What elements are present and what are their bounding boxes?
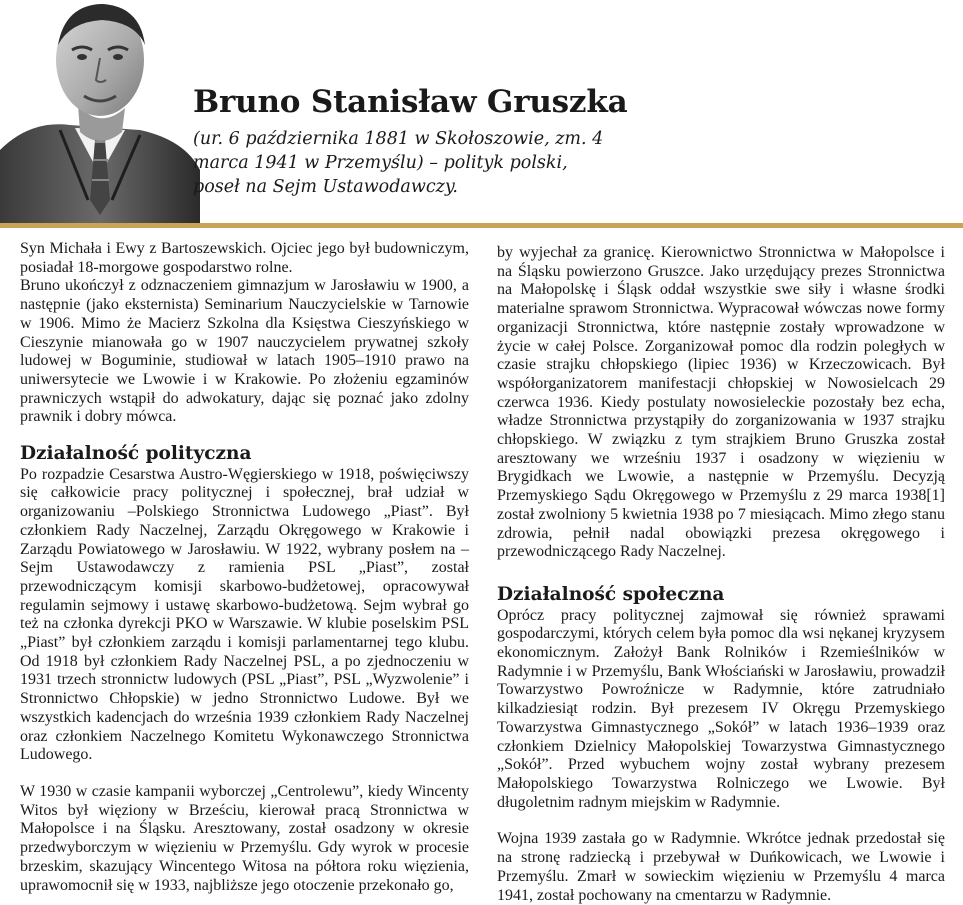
page-header [0,0,963,228]
bio-paragraph-family: Syn Michała i Ewy z Bartoszewskich. Ojciec jego był budowniczym, posiadał 18-morgowe gospodarstwo rolne. [20,240,469,276]
header-divider [0,223,963,228]
portrait-photo [0,0,200,225]
left-column [20,240,469,895]
right-column [497,244,945,905]
section-heading-social: Działalność społeczna [497,583,725,605]
political-paragraph-1: Po rozpadzie Cesarstwa Austro-Węgierskiego w 1918, poświęciwszy się całkowicie pracy politycznej i społecznej, brał udział w organizowaniu –Polskiego Stronnictwa Ludowego „Piast”. Był członkiem Rady Naczelnej, Zarządu Okręgowego w Krakowie i Zarządu Powiatowego w Jarosławiu. W 1922, wybrany posłem na –Sejm Ustawodawczy z ramienia PSL „Piast”, został przewodniczącym komisji skarbowo-budżetowej, opracowywał regulamin sejmowy i ustawę skarbowo-budżetową. Sejm wybrał go też na członka dyrekcji PKO w Warszawie. W klubie poselskim PSL „Piast” był członkiem zarządu i komisji parlamentarnej tego klubu. Od 1918 był członkiem Rady Naczelnej PSL, a po zjednoczeniu w 1931 trzech stronnictw ludowych (PSL „Piast”, PSL „Wyzwolenie” i Stronnictwo Chłopskie) w jedno Stronnictwo Ludowe. Był we wszystkich kadencjach do września 1939 członkiem Rady Naczelnej oraz członkiem Naczelnego Komitetu Wykonawczego Stronnictwa Ludowego. [20,465,469,764]
political-paragraph-2: W 1930 w czasie kampanii wyborczej „Centrolewu”, kiedy Wincenty Witos był więziony w Brześciu, kierował pracą Stronnictwa w Małopolsce i na Śląsku. Aresztowany, został osadzony w okresie przedwyborczym w więzieniu w Przemyślu. Gdy wyrok w procesie brzeskim, skazujący Wincentego Witosa na półtora roku więzienia, uprawomocnił się w 1933, najbliższe jego otoczenie przekonało go, [20,782,469,894]
page-subtitle: (ur. 6 października 1881 w Skołoszowie, zm. 4 marca 1941 w Przemyślu) – polityk polski, poseł na Sejm Ustawodawczy. [193,129,604,197]
section-heading-political: Działalność polityczna [20,443,252,465]
paragraph-spacer [497,562,945,586]
page-title: Bruno Stanisław Gruszka [193,84,628,120]
social-paragraph-1: Oprócz pracy politycznej zajmował się również sprawami gospodarczymi, których celem była pomoc dla wsi nękanej kryzysem ekonomicznym. Założył Bank Rolników i Rzemieślników w Radymnie i w Przemyślu, Bank Włościański w Jarosławiu, prowadził Towarzystwo Powroźnicze w Radymnie, które zatrudniało kilkadziesiąt rodzin. Był prezesem IV Okręgu Przemyskiego Towarzystwa Gimnastycznego „Sokół” w latach 1936–1939 oraz członkiem Dzielnicy Małopolskiej Towarzystwa Gimnastycznego „Sokół”. Przed wybuchem wojny został wybrany prezesem Małopolskiego Towarzystwa Rolniczego we Lwowie. Był długoletnim radnym miejskim w Radymnie. [497,606,945,811]
political-paragraph-2-continued: by wyjechał za granicę. Kierownictwo Stronnictwa w Małopolsce i na Śląsku powierzono Gruszce. Jako urzędujący prezes Stronnictwa na Małopolskę i Śląsk oddał wszystkie swe siły i własne środki materialne sprawom Stronnictwa. Wypracował wówczas nowe formy organizacji Stronnictwa, które następnie zostały wprowadzone w życie w całej Polsce. Zorganizował pomoc dla rodzin poległych w czasie strajku chłopskiego (lipiec 1936) w Krzeczowicach. Był współorganizatorem manifestacji chłopskiej w Nowosielcach 29 czerwca 1936. Kiedy postulaty nowosieleckie pozostały bez echa, władze Stronnictwa przystąpiły do zorganizowania w 1937 strajku chłopskiego. W związku z tym strajkiem Bruno Gruszka został aresztowany we wrześniu 1937 i osadzony w więzieniu w Brygidkach we Lwowie, a następnie w Przemyślu. Decyzją Przemyskiego Sądu Okręgowego w Przemyślu z 29 marca 1938[1] został zwolniony 5 kwietnia 1938 po 7 miesiącach. Mimo złego stanu zdrowia, pełnił nadal obowiązki prezesa okręgowego i przewodniczącego Rady Naczelnej. [497,244,945,561]
paragraph-spacer [497,812,945,830]
paragraph-spacer [20,765,469,783]
social-paragraph-2: Wojna 1939 zastała go w Radymnie. Wkrótce jednak przedostał się na stronę radziecką i przebywał w Duńkowicach, we Lwowie i Przemyślu. Zmarł w sowieckim więzieniu w Przemyślu 4 marca 1941, został pochowany na cmentarzu w Radymnie. [497,830,945,904]
bio-paragraph-education: Bruno ukończył z odznaczeniem gimnazjum w Jarosławiu w 1900, a następnie (jako eksternista) Seminarium Nauczycielskie w Tarnowie w 1906. Mimo że Macierz Szkolna dla Księstwa Cieszyńskiego w Cieszynie mianowała go w 1907 nauczycielem prywatnej szkoły ludowej w Boguminie, studiował w latach 1905–1910 prawo na uniwersytecie we Lwowie i w Krakowie. Po złożeniu egzaminów prawniczych wstąpił do adwokatury, dając się poznać jako zdolny prawnik i dobry mówca. [20,277,469,426]
